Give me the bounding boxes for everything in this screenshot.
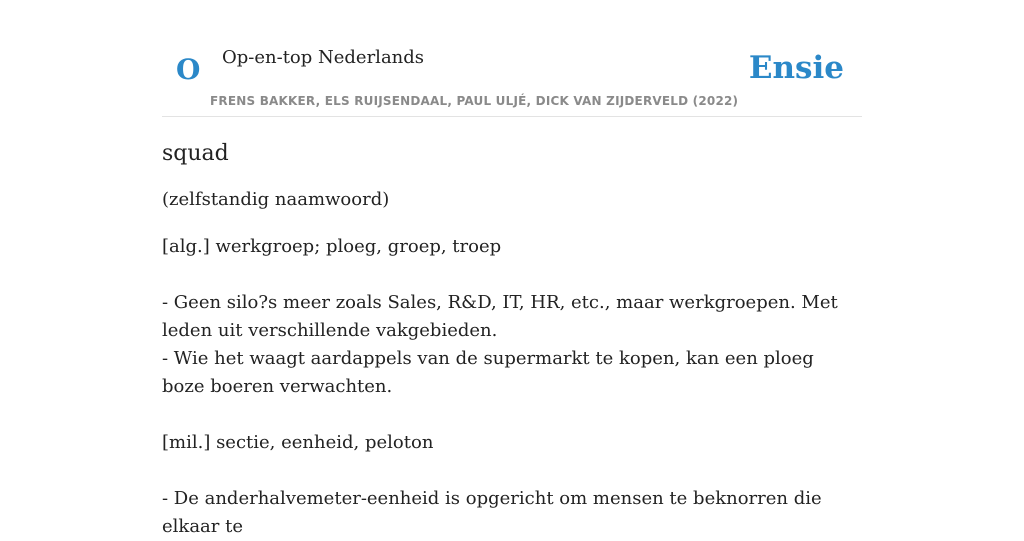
source-authors: FRENS BAKKER, ELS RUIJSENDAAL, PAUL ULJÉ, DICK VAN ZIJDERVELD (2022) — [210, 94, 739, 108]
source-title-link[interactable]: Op-en-top Nederlands — [222, 47, 425, 68]
definition-line: [mil.] sectie, eenheid, peloton — [162, 432, 434, 453]
entry-content — [162, 136, 862, 541]
definition-line: - De anderhalvemeter-eenheid is opgericht om mensen te beknorren die elkaar te — [162, 488, 822, 537]
entry-headword: squad — [162, 141, 229, 166]
definition-line: - Wie het waagt aardappels van de supermarkt te kopen, kan een ploeg boze boeren verwachten. — [162, 348, 814, 397]
entry-definition — [162, 233, 862, 541]
entry-part-of-speech: (zelfstandig naamwoord) — [162, 189, 390, 210]
brand-logo-link[interactable]: Ensie — [748, 50, 844, 86]
source-logo-letter: O — [176, 53, 201, 86]
definition-line — [162, 261, 862, 289]
header — [162, 0, 862, 117]
definition-line: [alg.] werkgroep; ploeg, groep, troep — [162, 236, 502, 257]
definition-line: - Geen silo?s meer zoals Sales, R&D, IT, HR, etc., maar werkgroepen. Met leden uit verschillende vakgebieden. — [162, 292, 838, 341]
definition-line — [162, 457, 862, 485]
definition-line — [162, 401, 862, 429]
